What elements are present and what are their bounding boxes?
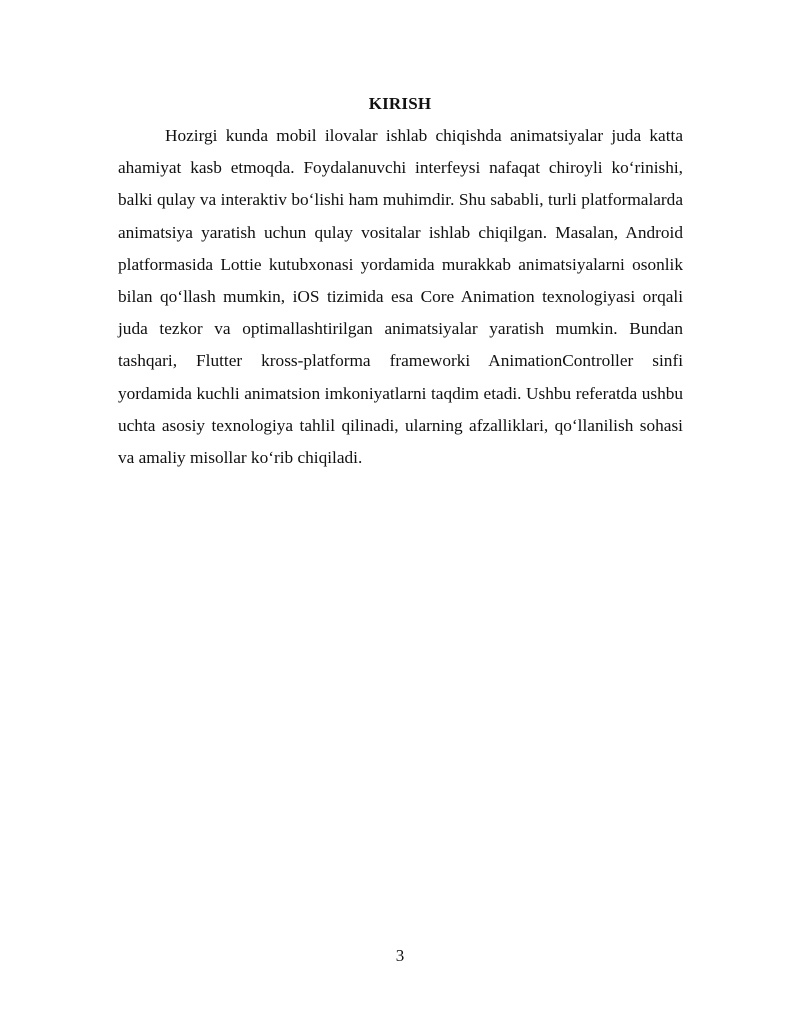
section-heading: KIRISH xyxy=(368,94,432,113)
body-paragraph: Hozirgi kunda mobil ilovalar ishlab chiqishda animatsiyalar juda katta ahamiyat kasb etmoqda. Foydalanuvchi interfeysi nafaqat chiroyli ko‘rinishi, balki qulay va interaktiv bo‘lishi ham muhimdir. Shu sababli, turli platformalarda animatsiya yaratish uchun qulay vositalar ishlab chiqilgan. Masalan, Android platformasida Lottie kutubxonasi yordamida murakkab animatsiyalarni osonlik bilan qo‘llash mumkin, iOS tizimida esa Core Animation texnologiyasi orqali juda tezkor va optimallashtirilgan animatsiyalar yaratish mumkin. Bundan tashqari, Flutter kross-platforma frameworki AnimationController sinfi yordamida kuchli animatsion imkoniyatlarni taqdim etadi. Ushbu referatda ushbu uchta asosiy texnologiya tahlil qilinadi, ularning afzalliklari, qo‘llanilish sohasi va amaliy misollar ko‘rib chiqiladi. xyxy=(118,126,683,468)
page-number: 3 xyxy=(395,946,405,965)
